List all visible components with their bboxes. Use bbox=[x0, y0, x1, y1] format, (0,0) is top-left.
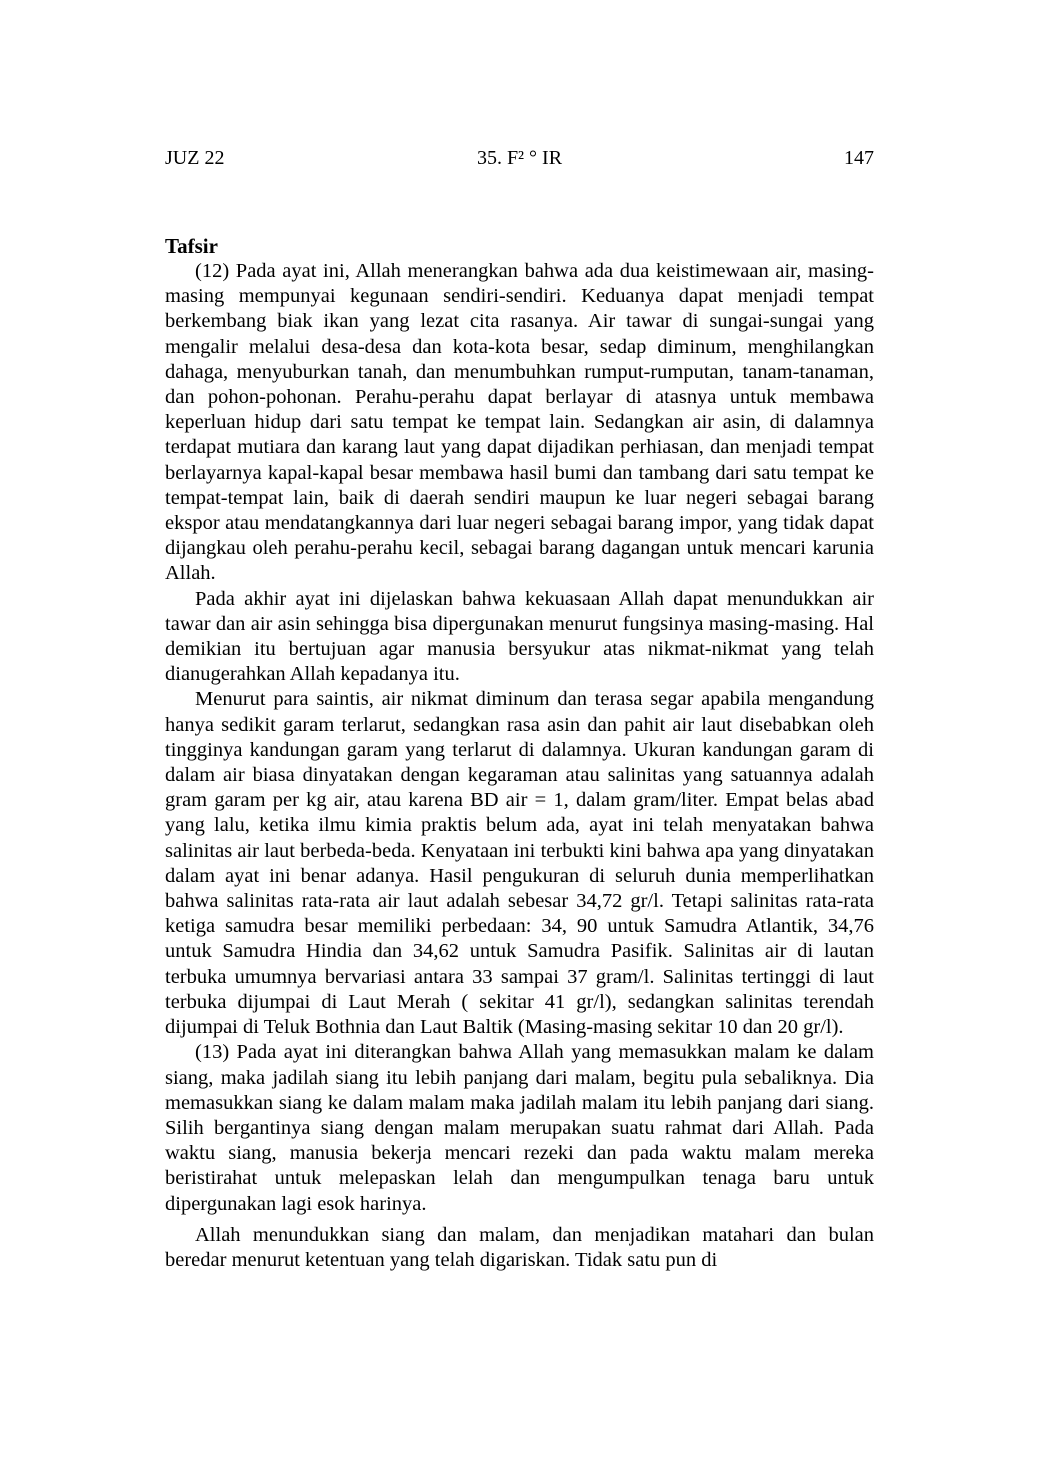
surah-title: 35. F² ° IR bbox=[476, 147, 563, 169]
running-header bbox=[165, 143, 874, 173]
section-title: Tafsir bbox=[165, 234, 218, 258]
paragraph-sun-moon: Allah menundukkan siang dan malam, dan menjadikan matahari dan bulan beredar menurut ketentuan yang telah digariskan. Tidak satu pun di bbox=[165, 1223, 874, 1271]
paragraph-verse-12: (12) Pada ayat ini, Allah menerangkan bahwa ada dua keistimewaan air, masing-masing mempunyai kegunaan sendiri-sendiri. Keduanya dapat menjadi tempat berkembang biak ikan yang lezat cita rasanya. Air tawar di sungai-sungai yang mengalir melalui desa-desa dan kota-kota besar, sedap diminum, menghilangkan dahaga, menyuburkan tanah, dan menumbuhkan rumput-rumputan, tanam-tanaman, dan pohon-pohonan. Perahu-perahu dapat berlayar di atasnya untuk membawa keperluan hidup dari satu tempat ke tempat lain. Sedangkan air asin, di dalamnya terdapat mutiara dan karang laut yang dapat dijadikan perhiasan, dan menjadi tempat berlayarnya kapal-kapal besar membawa hasil bumi dan tambang dari satu tempat ke tempat-tempat lain, baik di daerah sendiri maupun ke luar negeri sebagai barang ekspor atau mendatangkannya dari luar negeri sebagai barang impor, yang tidak dapat dijangkau oleh perahu-perahu kecil, sebagai barang dagangan untuk mencari karunia Allah. bbox=[165, 260, 874, 585]
juz-label: JUZ 22 bbox=[165, 147, 225, 169]
document-page bbox=[165, 143, 874, 1273]
page-number: 147 bbox=[844, 147, 874, 169]
paragraph-verse-13: (13) Pada ayat ini diterangkan bahwa Allah yang memasukkan malam ke dalam siang, maka jadilah siang itu lebih panjang dari malam, begitu pula sebaliknya. Dia memasukkan siang ke dalam malam maka jadilah malam itu lebih panjang dari siang. Silih bergantinya siang dengan malam merupakan suatu rahmat dari Allah. Pada waktu siang, manusia bekerja mencari rezeki dan pada waktu malam mereka beristirahat untuk melepaskan lelah dan mengumpulkan tenaga baru untuk dipergunakan lagi esok harinya. bbox=[165, 1041, 874, 1215]
paragraph-salinity: Menurut para saintis, air nikmat diminum dan terasa segar apabila mengandung hanya sedikit garam terlarut, sedangkan rasa asin dan pahit air laut disebabkan oleh tingginya kandungan garam yang terlarut di dalamnya. Ukuran kandungan garam di dalam air biasa dinyatakan dengan kegaraman atau salinitas yang satuannya adalah gram garam per kg air, atau karena BD air = 1, dalam gram/liter. Empat belas abad yang lalu, ketika ilmu kimia praktis belum ada, ayat ini telah menyatakan bahwa salinitas air laut berbeda-beda. Kenyataan ini terbukti kini bahwa apa yang dinyatakan dalam ayat ini benar adanya. Hasil pengukuran di seluruh dunia memperlihatkan bahwa salinitas rata-rata air laut adalah sebesar 34,72 gr/l. Tetapi salinitas rata-rata ketiga samudra besar memiliki perbedaan: 34, 90 untuk Samudra Atlantik, 34,76 untuk Samudra Hindia dan 34,62 untuk Samudra Pasifik. Salinitas air di lautan terbuka umumnya bervariasi antara 33 sampai 37 gram/l. Salinitas tertinggi di laut terbuka dijumpai di Laut Merah ( sekitar 41 gr/l), sedangkan salinitas terendah dijumpai di Teluk Bothnia dan Laut Baltik (Masing-masing sekitar 10 dan 20 gr/l). bbox=[165, 688, 874, 1039]
paragraph-subjugation: Pada akhir ayat ini dijelaskan bahwa kekuasaan Allah dapat menundukkan air tawar dan air asin sehingga bisa dipergunakan menurut fungsinya masing-masing. Hal demikian itu bertujuan agar manusia bersyukur atas nikmat-nikmat yang telah dianugerahkan Allah kepadanya itu. bbox=[165, 587, 874, 686]
